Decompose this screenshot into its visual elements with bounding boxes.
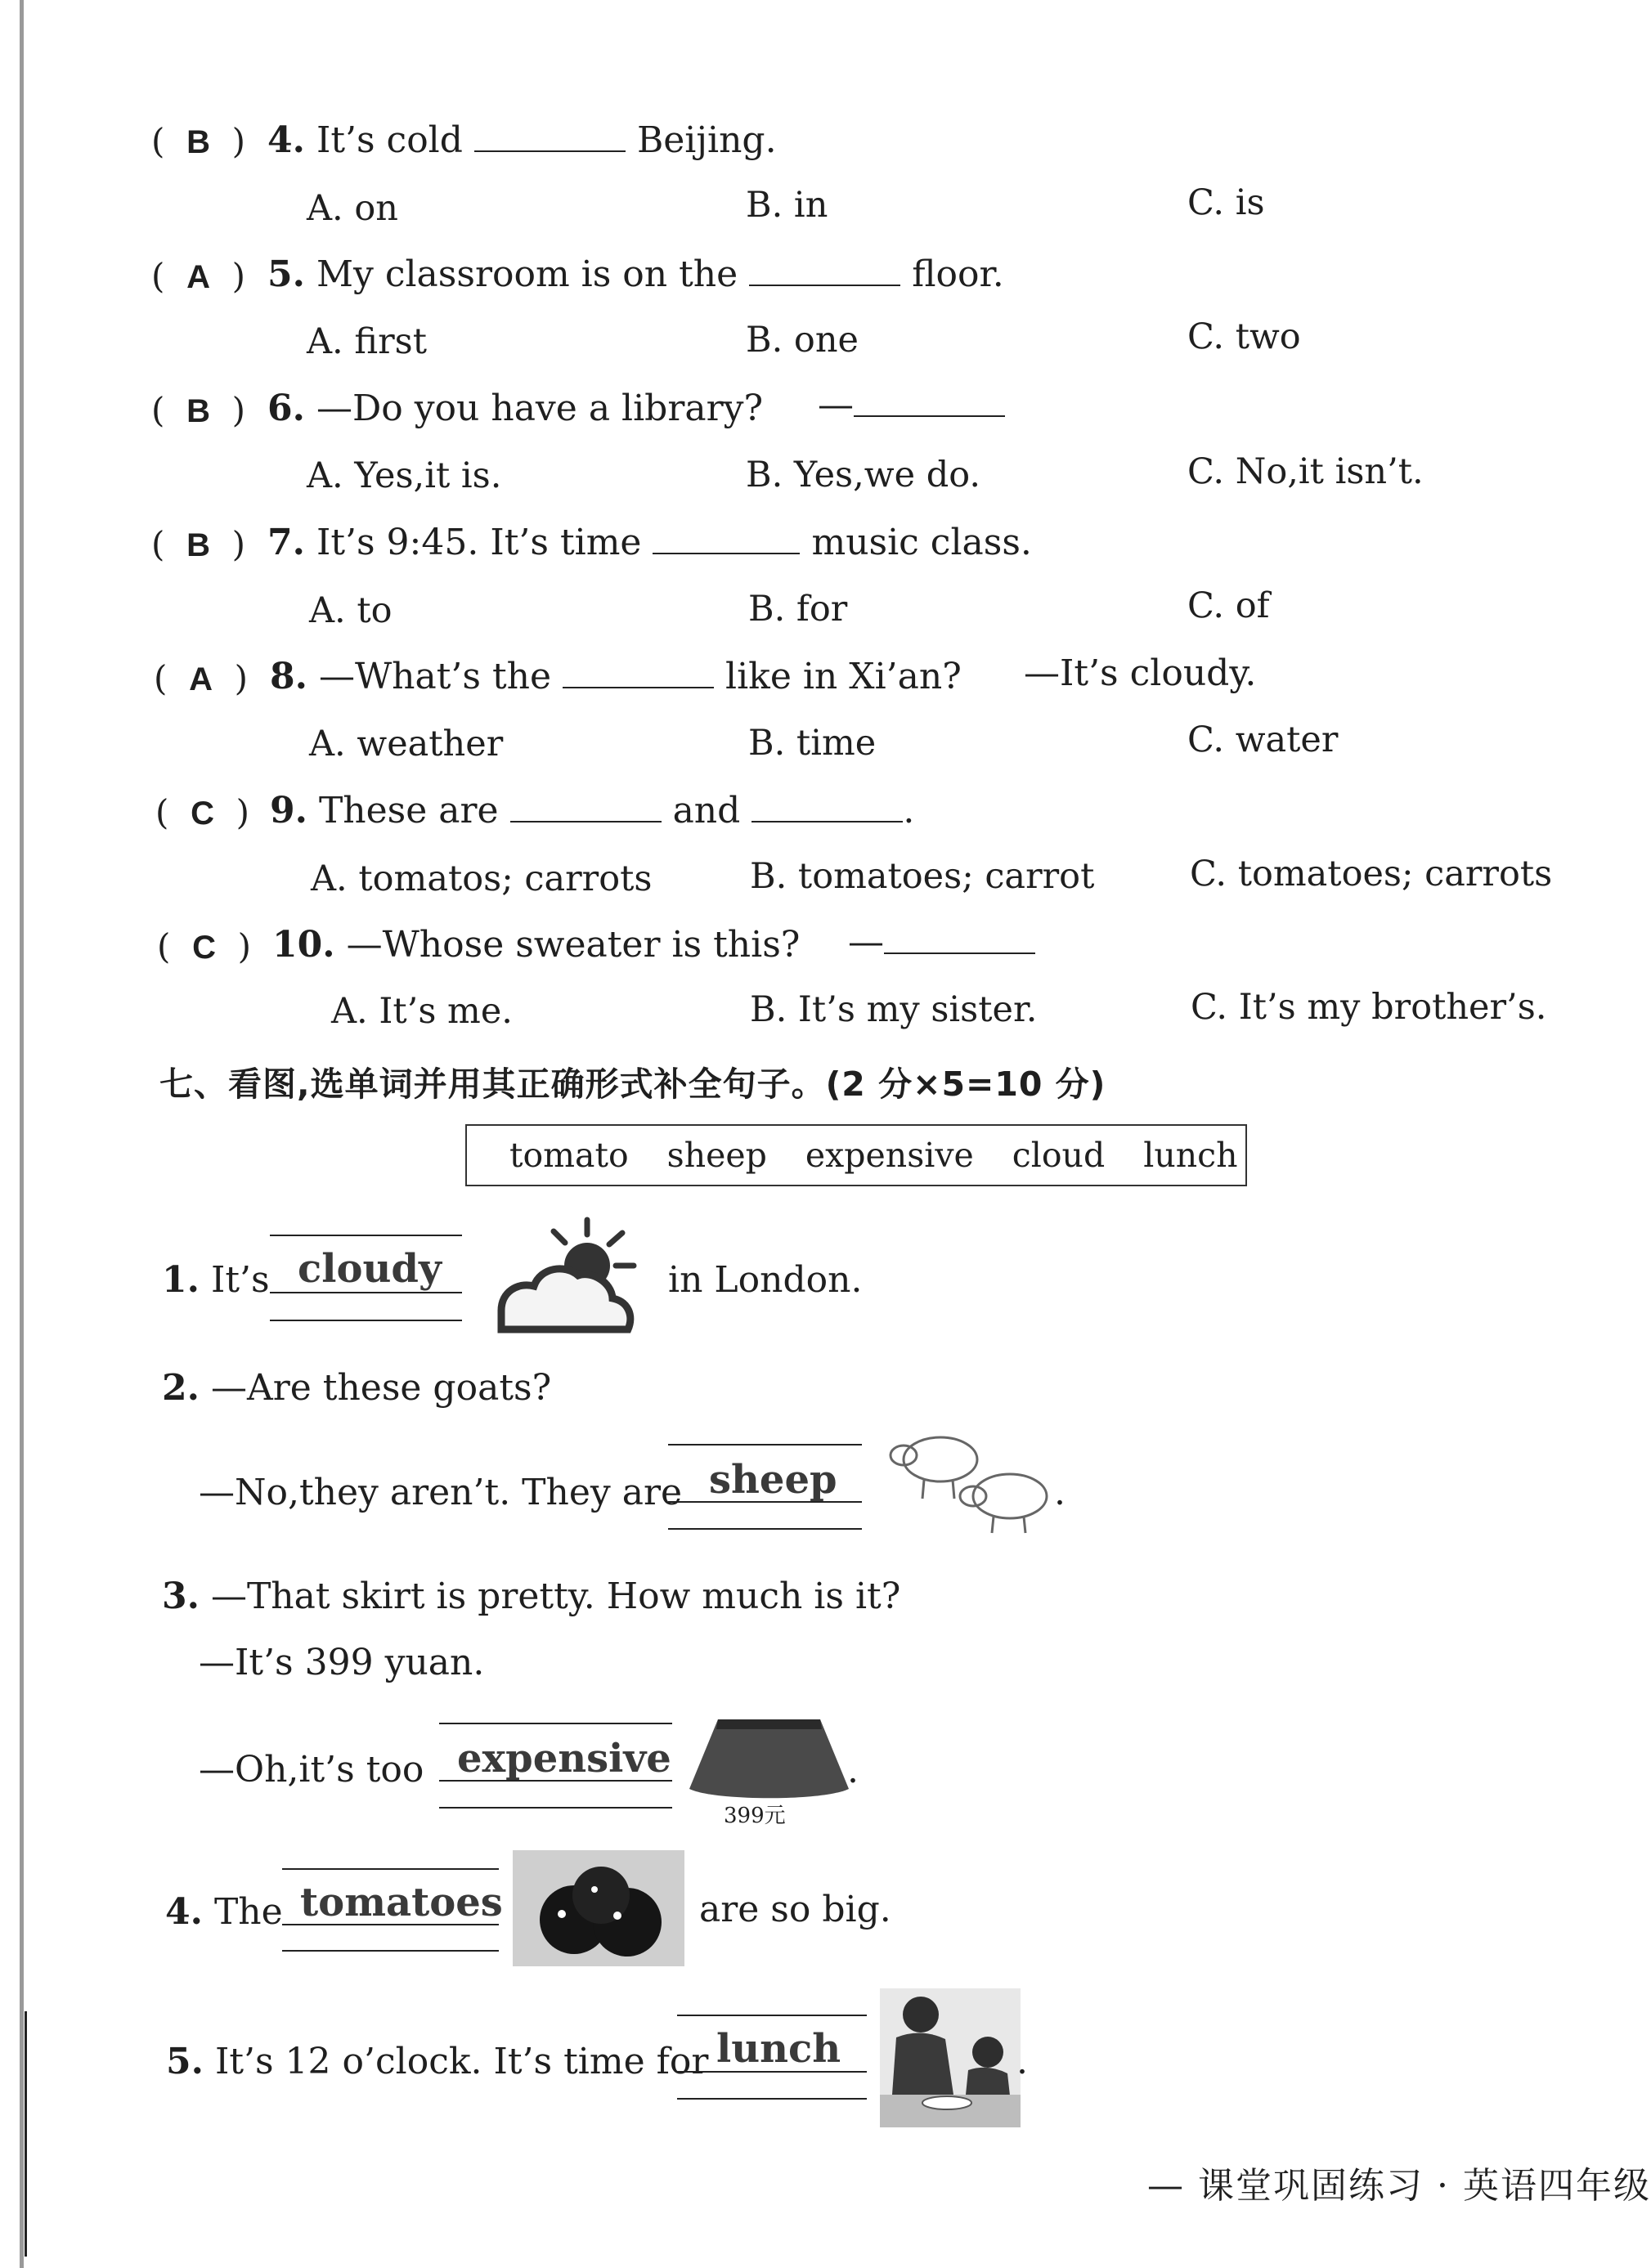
blank-line <box>749 284 900 286</box>
question-number: 9. <box>270 790 307 831</box>
sentence-text: It’s 12 o’clock. It’s time for <box>214 2041 709 2082</box>
question-number: 8. <box>270 656 307 697</box>
blank-line <box>854 415 1005 417</box>
dash: — <box>848 921 884 963</box>
sentence-text: It’s <box>210 1259 270 1301</box>
sentence-text: . <box>847 1750 859 1791</box>
question-number: 10. <box>272 924 335 966</box>
sun-cloud-icon <box>493 1217 640 1335</box>
word-bank-item: sheep <box>666 1136 767 1175</box>
question-stem <box>270 790 914 831</box>
question-stem <box>267 253 1004 295</box>
stem-text: music class. <box>811 522 1032 563</box>
answer-letter: A <box>189 661 213 697</box>
option-c: C. is <box>1187 182 1265 223</box>
blank-line <box>474 150 626 152</box>
blank-line <box>751 820 903 822</box>
item-number: 2. <box>162 1367 200 1409</box>
sentence-text: are so big. <box>699 1889 891 1930</box>
word-bank-item: lunch <box>1143 1136 1238 1175</box>
tomatoes-icon <box>513 1850 684 1966</box>
answer-letter: B <box>186 527 210 563</box>
option-b: B. time <box>748 723 877 764</box>
word-bank-item: tomato <box>509 1136 629 1175</box>
option-b: B. tomatoes; carrot <box>750 856 1095 897</box>
sentence-text: in London. <box>668 1259 863 1301</box>
sentence-text: The <box>213 1891 283 1933</box>
fill-line1 <box>162 1367 551 1409</box>
option-a: A. tomatos; carrots <box>311 858 653 899</box>
reply-text: —It’s cloudy. <box>1024 652 1257 694</box>
answer-letter: B <box>186 124 210 160</box>
sentence-text: . <box>1016 2041 1028 2082</box>
section-title: 七、看图,选单词并用其正确形式补全句子。(2 分×5=10 分) <box>159 1065 1106 1104</box>
page-footer: — 课堂巩固练习 · 英语四年级 <box>1147 2165 1651 2207</box>
answer-paren: ( B ) <box>151 390 246 430</box>
dash: — <box>818 384 854 426</box>
page-edge-dark <box>25 2011 27 2257</box>
stem-text: It’s 9:45. It’s time <box>316 522 642 563</box>
skirt-icon <box>685 1711 853 1801</box>
answer-paren: ( B ) <box>151 524 246 564</box>
blank-line <box>563 686 714 688</box>
option-a: A. weather <box>309 724 504 764</box>
answer-letter: C <box>191 796 214 831</box>
option-c: C. water <box>1187 719 1339 760</box>
option-c: C. It’s my brother’s. <box>1191 987 1547 1028</box>
option-c: C. of <box>1187 585 1270 626</box>
page-edge <box>20 0 24 2268</box>
blank-line <box>653 552 800 554</box>
option-b: B. one <box>746 320 859 361</box>
word-bank <box>465 1124 1247 1186</box>
answer-lines <box>439 1723 672 1813</box>
stem-text: —Whose sweater is this? <box>346 924 801 966</box>
stem-text: and <box>672 790 741 831</box>
answer-paren: ( A ) <box>154 658 249 698</box>
option-b: B. in <box>746 185 828 226</box>
sheep-icon <box>875 1419 1063 1541</box>
reply-blank <box>848 921 1035 963</box>
question-number: 7. <box>267 522 305 563</box>
answer-lines <box>282 1868 503 1958</box>
item-number: 3. <box>162 1575 200 1617</box>
stem-text: . <box>903 790 915 831</box>
option-c: C. tomatoes; carrots <box>1190 854 1553 894</box>
filled-answer: sheep <box>709 1457 837 1503</box>
option-a: A. Yes,it is. <box>307 455 502 496</box>
stem-text: Beijing. <box>636 119 777 161</box>
stem-text: It’s cold <box>316 119 463 161</box>
answer-paren: ( C ) <box>157 926 252 966</box>
answer-paren: ( C ) <box>155 792 250 832</box>
word-bank-item: expensive <box>805 1136 974 1175</box>
question-stem <box>267 522 1032 563</box>
stem-text: These are <box>318 790 499 831</box>
sentence-text: —No,they aren’t. They are <box>199 1472 683 1513</box>
answer-lines <box>270 1235 462 1324</box>
price-tag: 399元 <box>724 1804 786 1828</box>
word-bank-item: cloud <box>1012 1136 1106 1175</box>
option-a: A. first <box>307 321 427 362</box>
fill-line1 <box>162 1575 900 1617</box>
question-stem <box>270 656 962 697</box>
option-b: B. for <box>748 589 848 630</box>
item-number: 4. <box>165 1891 203 1933</box>
stem-text: like in Xi’an? <box>725 656 962 697</box>
filled-answer: tomatoes <box>300 1880 503 1925</box>
blank-line <box>884 952 1035 954</box>
answer-lines <box>668 1444 862 1534</box>
option-a: A. to <box>309 590 393 631</box>
fill-sentence <box>165 1891 283 1933</box>
sentence-text: —Are these goats? <box>210 1367 552 1409</box>
item-number: 5. <box>166 2041 204 2082</box>
option-b: B. It’s my sister. <box>750 989 1038 1030</box>
sentence-text: —Oh,it’s too <box>199 1749 424 1791</box>
stem-text: floor. <box>912 253 1004 295</box>
option-a: A. It’s me. <box>331 991 513 1032</box>
question-number: 5. <box>267 253 305 295</box>
question-stem <box>267 119 777 161</box>
filled-answer: lunch <box>716 2026 841 2072</box>
sentence-text: —It’s 399 yuan. <box>199 1642 485 1683</box>
answer-letter: A <box>186 259 210 295</box>
sentence-text: —That skirt is pretty. How much is it? <box>210 1575 901 1617</box>
answer-letter: B <box>186 393 210 429</box>
reply-blank <box>818 384 1005 426</box>
blank-line <box>510 820 662 822</box>
question-stem <box>272 924 800 966</box>
stem-text: My classroom is on the <box>316 253 738 295</box>
filled-answer: expensive <box>457 1736 671 1782</box>
question-stem <box>267 388 763 429</box>
question-number: 4. <box>267 119 305 161</box>
stem-text: —Do you have a library? <box>316 388 764 429</box>
fill-sentence <box>162 1259 270 1301</box>
option-b: B. Yes,we do. <box>746 455 981 495</box>
answer-letter: C <box>192 930 216 966</box>
stem-text: —What’s the <box>318 656 552 697</box>
option-c: C. two <box>1187 316 1301 357</box>
question-number: 6. <box>267 388 305 429</box>
answer-paren: ( A ) <box>151 256 246 296</box>
option-c: C. No,it isn’t. <box>1187 451 1424 492</box>
sentence-text: . <box>1054 1472 1066 1513</box>
answer-paren: ( B ) <box>151 121 246 161</box>
filled-answer: cloudy <box>298 1246 442 1292</box>
lunch-icon <box>880 1988 1021 2127</box>
item-number: 1. <box>162 1259 200 1301</box>
answer-lines <box>677 2015 867 2104</box>
fill-sentence <box>166 2041 708 2082</box>
option-a: A. on <box>307 188 398 229</box>
